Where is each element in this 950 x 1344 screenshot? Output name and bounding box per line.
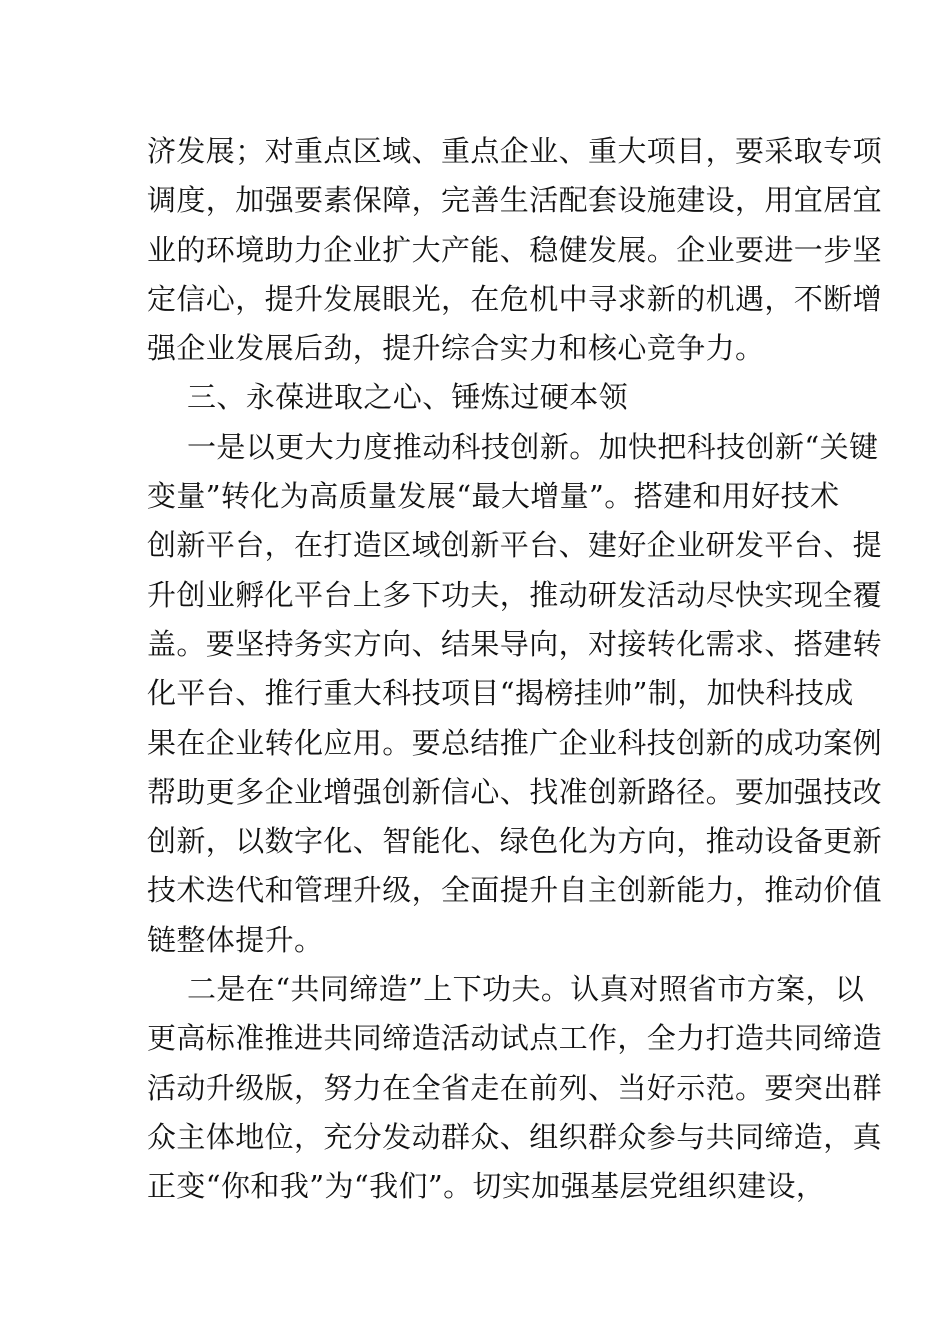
text-line: 创新平台，在打造区域创新平台、建好企业研发平台、提 bbox=[147, 528, 883, 563]
text-line: 更高标准推进共同缔造活动试点工作，全力打造共同缔造 bbox=[147, 1021, 883, 1056]
text-line: 盖。要坚持务实方向、结果导向，对接转化需求、搭建转 bbox=[147, 626, 883, 661]
text-line: 调度，加强要素保障，完善生活配套设施建设，用宜居宜 bbox=[147, 183, 883, 218]
text-line: 技术迭代和管理升级，全面提升自主创新能力，推动价值 bbox=[147, 873, 883, 908]
text-line: 创新，以数字化、智能化、绿色化为方向，推动设备更新 bbox=[147, 824, 883, 859]
body-text bbox=[147, 127, 883, 1212]
text-line: 变量”转化为高质量发展“最大增量”。搭建和用好技术 bbox=[147, 479, 840, 514]
text-line: 链整体提升。 bbox=[147, 922, 324, 957]
text-line: 济发展；对重点区域、重点企业、重大项目，要采取专项 bbox=[147, 134, 883, 168]
section-heading: 三、永葆进取之心、锤炼过硬本领 bbox=[187, 380, 629, 415]
text-line: 化平台、推行重大科技项目“揭榜挂帅”制，加快科技成 bbox=[147, 676, 854, 711]
text-line: 正变“你和我”为“我们”。切实加强基层党组织建设， bbox=[147, 1169, 826, 1204]
text-line: 升创业孵化平台上多下功夫，推动研发活动尽快实现全覆 bbox=[147, 577, 883, 612]
text-line: 一是以更大力度推动科技创新。加快把科技创新“关键 bbox=[187, 429, 879, 464]
text-line: 业的环境助力企业扩大产能、稳健发展。企业要进一步坚 bbox=[147, 232, 883, 267]
text-line: 果在企业转化应用。要总结推广企业科技创新的成功案例 bbox=[147, 725, 883, 760]
text-line: 二是在“共同缔造”上下功夫。认真对照省市方案，以 bbox=[187, 972, 865, 1007]
text-line: 众主体地位，充分发动群众、组织群众参与共同缔造，真 bbox=[147, 1119, 883, 1154]
text-line: 帮助更多企业增强创新信心、找准创新路径。要加强技改 bbox=[147, 774, 883, 809]
text-line: 强企业发展后劲，提升综合实力和核心竞争力。 bbox=[147, 331, 765, 366]
text-line: 定信心，提升发展眼光，在危机中寻求新的机遇，不断增 bbox=[147, 281, 883, 316]
text-line: 活动升级版，努力在全省走在前列、当好示范。要突出群 bbox=[147, 1070, 883, 1105]
